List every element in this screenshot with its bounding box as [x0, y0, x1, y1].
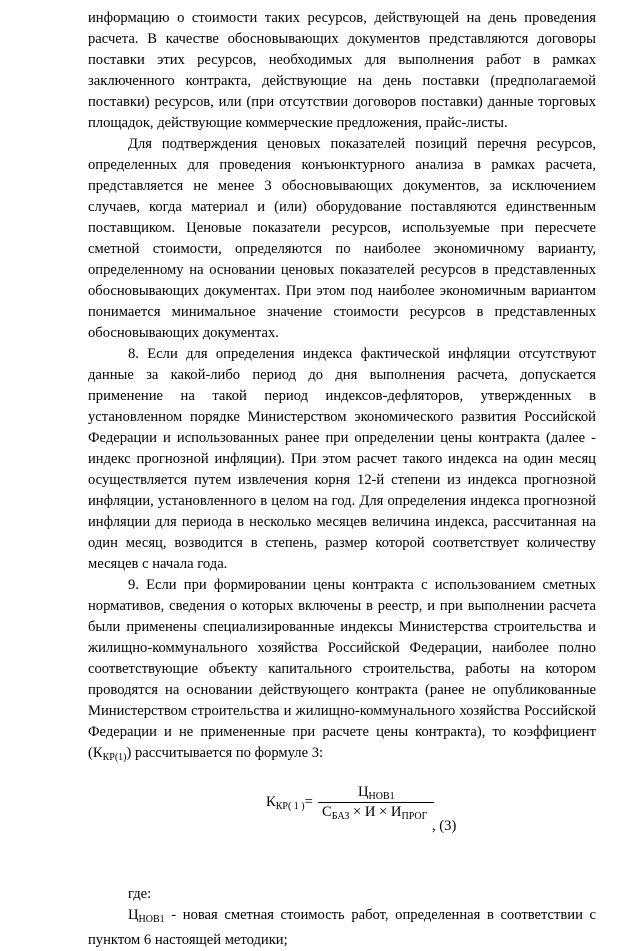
- paragraph-item-9-text: 9. Если при формировании цены контракта с использованием сметных нормативов, сведения о которых включены в реестр, и при выполнении расчета были применены специализированные индексы Министерства строительства и жилищно-коммунального хозяйства Российской Федерации, наиболее полно соответствующие объекту капитального строительства, работы на котором проводятся на основании действующего контракта (ранее не опубликованные Министерством строительства и жилищно-коммунального хозяйства Российской Федерации и не примененные при расчете цены контракта), то коэффициент (К: [88, 577, 596, 761]
- paragraph-1: информацию о стоимости таких ресурсов, действующей на день проведения расчета. В качестве обосновывающих документов представляются договоры поставки этих ресурсов, необходимых для выполнения работ в рамках заключенного контракта, действующие на день поставки (предполагаемой поставки) ресурсов, или (при отсутствии договоров поставки) данные торговых площадок, действующие коммерческие предложения, прайс-листы.: [88, 10, 596, 131]
- paragraph-item-8: 8. Если для определения индекса фактической инфляции отсутствуют данные за какой-либо период до дня выполнения расчета, допускается применение на такой период индексов-дефляторов, утвержденных в установленном порядке Министерством экономического развития Российской Федерации и использованных ранее при определении цены контракта (далее - индекс прогнозной инфляции). При этом расчет такого индекса на один месяц осуществляется путем извлечения корня 12-й степени из индекса прогнозной инфляции, установленного в целом на год. Для определения индекса прогнозной инфляции для периода в несколько месяцев величина индекса, рассчитанная на один месяц, возводится в степень, размер которой соответствует количеству месяцев с начала года.: [88, 346, 596, 572]
- formula-3: [88, 782, 596, 844]
- paragraph-2: Для подтверждения ценовых показателей позиций перечня ресурсов, определенных для проведения конъюнктурного анализа в рамках расчета, представляется не менее 3 обосновывающих документов, за исключением случаев, когда материал и (или) оборудование поставляются единственным поставщиком. Ценовые показатели ресурсов, используемые при пересчете сметной стоимости, определяются по наиболее экономичному варианту, определенному на основании ценовых показателей ресурсов в представленных обосновывающих документах. При этом под наиболее экономичным вариантом понимается минимальное значение стоимости ресурсов в представленных обосновывающих документах.: [88, 136, 596, 341]
- formula-lhs: $К_{КР( 1 )}=$: [266, 794, 313, 812]
- paragraph-item-9-tail: ) рассчитывается по формуле 3:: [126, 745, 324, 761]
- definition-tsnov1: $Ц_{НОВ1}$ - новая сметная стоимость работ, определенная в соответствии с пунктом 6 настоящей методики;: [88, 907, 596, 948]
- document-page: [88, 8, 596, 951]
- where-label: где:: [128, 886, 152, 902]
- formula-number: , (3): [432, 818, 457, 834]
- formula-numerator: $Ц_{НОВ1}$: [358, 784, 395, 802]
- formula-denominator: $С_{БАЗ} \times И \times И_{ПРОГ}$: [322, 804, 428, 822]
- paragraph-item-9: [88, 575, 596, 768]
- coefficient-subscript: КР(1): [102, 752, 127, 763]
- definition-block: [88, 905, 596, 951]
